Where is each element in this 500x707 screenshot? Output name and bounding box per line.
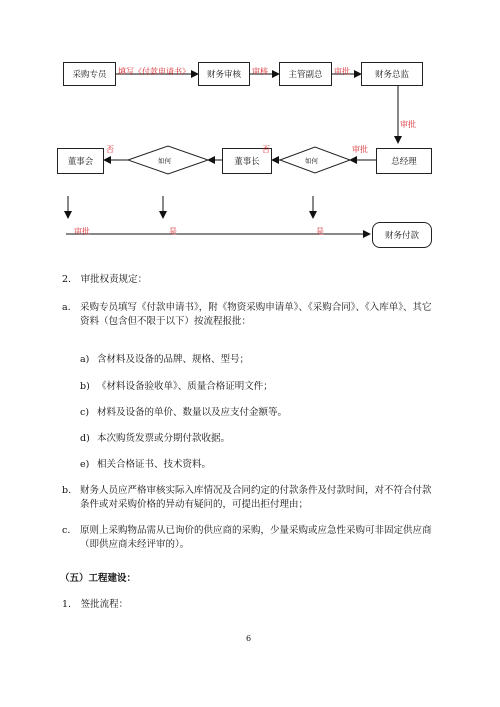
node-purchaser: 采购专员 [63, 62, 116, 86]
label-no-left: 否 [106, 145, 114, 154]
flowchart-connectors [0, 0, 500, 260]
label-approve-3: 审批 [352, 145, 368, 154]
subitem-c-text: 材料及设备的单价、数量以及应支付金额等。 [97, 407, 288, 418]
section2-heading: 2. 审批权责规定： [62, 274, 148, 285]
section5-heading: （五）工程建设： [60, 573, 137, 584]
node-deputy-gm: 主管副总 [279, 62, 332, 86]
subitem-e-text: 相关合格证书、技术资料。 [97, 459, 212, 470]
label-no-right: 否 [262, 145, 270, 154]
subitem-b-marker: b) [80, 381, 90, 392]
item-a-text: 采购专员填写《付款申请书》，附《物资采购申请单》、《采购合同》、《入库单》、其它资料（包含但不限于以下）按流程报批： [80, 302, 432, 327]
section5-item1: 1. 签批流程： [62, 599, 129, 610]
item-b-marker: b. [62, 485, 72, 496]
label-approve-1: 审批 [334, 67, 350, 76]
node-general-manager: 总经理 [376, 148, 432, 174]
label-yes-1: 是 [169, 227, 177, 236]
label-yes-2: 是 [316, 227, 324, 236]
node-board: 董事会 [57, 148, 104, 174]
label-approve-2: 审批 [400, 120, 416, 129]
approval-flowchart [0, 0, 500, 260]
subitem-a-marker: a) [80, 354, 90, 365]
subitem-e-marker: e) [80, 459, 90, 470]
subitem-b-text: 《材料设备验收单》、质量合格证明文件； [97, 381, 273, 392]
diamond-right-label: 如何 [305, 157, 318, 165]
item-a-marker: a. [62, 302, 71, 313]
label-fill-form: 填写《付款申请书》 [118, 67, 190, 76]
page-number: 6 [246, 634, 252, 643]
item-c-marker: c. [62, 525, 71, 536]
label-approve-bottom: 审批 [74, 227, 90, 236]
label-review-1: 审核 [252, 67, 268, 76]
node-finance-review: 财务审核 [198, 62, 250, 86]
node-finance-payment: 财务付款 [372, 222, 432, 248]
item-c-text: 原则上采购物品需从已询价的供应商的采购，少量采购或应急性采购可非固定供应商（即供应商未经评审的）。 [80, 525, 432, 550]
subitem-c-marker: c) [80, 407, 90, 418]
node-chairman: 董事长 [222, 148, 272, 174]
subitem-a-text: 含材料及设备的品牌、规格、型号； [97, 354, 250, 365]
node-finance-director: 财务总监 [361, 62, 423, 86]
subitem-d-text: 本次购货发票或分期付款收据。 [97, 433, 231, 444]
diamond-left-label: 如何 [158, 157, 171, 165]
subitem-d-marker: d) [80, 433, 90, 444]
item-b-text: 财务人员应严格审核实际入库情况及合同约定的付款条件及付款时间，对不符合付款条件或对采购价格的异动有疑问的，可提出拒付理由； [80, 485, 432, 510]
